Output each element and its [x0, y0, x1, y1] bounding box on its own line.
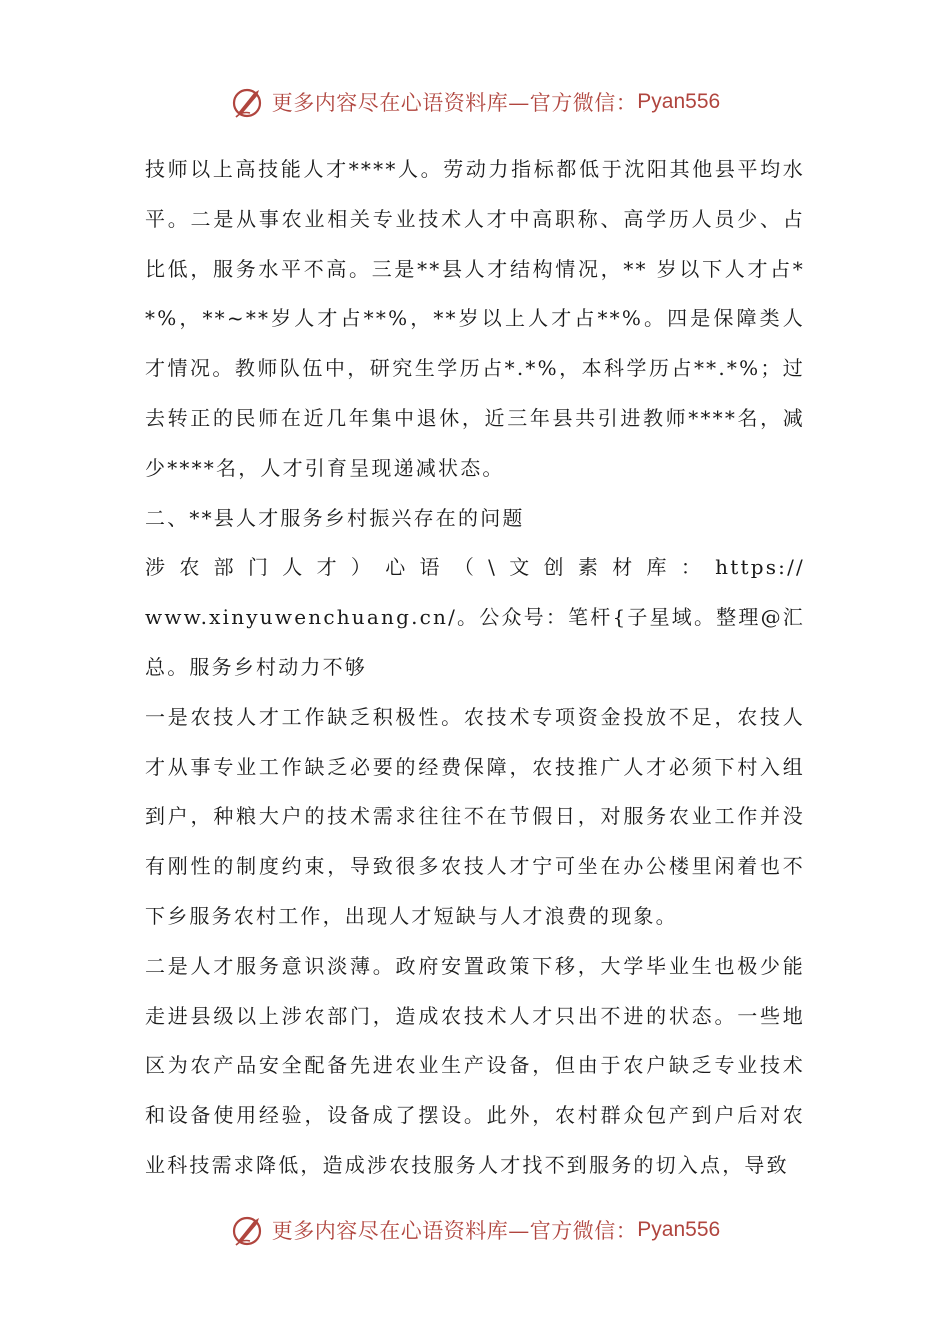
header-watermark [0, 80, 950, 124]
pen-logo-icon [230, 1212, 266, 1248]
pen-logo-icon [230, 84, 266, 120]
watermark-slogan: 更多内容尽在心语资料库—官方微信： [271, 1219, 638, 1243]
watermark-wechat-id: Pyan556 [637, 1218, 721, 1241]
footer-watermark [0, 1208, 950, 1252]
watermark-slogan: 更多内容尽在心语资料库—官方微信： [271, 91, 638, 115]
paragraph-source-line: 涉农部门人才）心语（\文创素材库：https:// [145, 555, 805, 580]
paragraph-source-continued: www.xinyuwenchuang.cn/。公众号：笔杆{子星域。整理@汇总。服务乡村动力不够 [145, 605, 805, 679]
paragraph-talent-stats: 技师以上高技能人才****人。劳动力指标都低于沈阳其他县平均水平。二是从事农业相关专业技术人才中高职称、高学历人员少、占比低，服务水平不高。三是**县人才结构情况，** 岁以下人才占**%，**~**岁人才占**%，**岁以上人才占**%。四是保障类人才情况。教师队伍中，研究生学历占*.*%，本科学历占**.*%；过去转正的民师在近几年集中退休，近三年县共引进教师****名，减少****名，人才引育呈现递减状态。 [145, 157, 805, 480]
watermark-wechat-id: Pyan556 [637, 90, 721, 113]
paragraph-point-one: 一是农技人才工作缺乏积极性。农技术专项资金投放不足，农技人才从事专业工作缺乏必要的经费保障，农技推广人才必须下村入组到户，种粮大户的技术需求往往不在节假日，对服务农业工作并没有刚性的制度约束，导致很多农技人才宁可坐在办公楼里闲着也不下乡服务农村工作，出现人才短缺与人才浪费的现象。 [145, 704, 805, 928]
section-heading-problems: 二、**县人才服务乡村振兴存在的问题 [145, 505, 525, 530]
document-body [145, 145, 805, 1191]
paragraph-point-two: 二是人才服务意识淡薄。政府安置政策下移，大学毕业生也极少能走进县级以上涉农部门，造成农技术人才只出不进的状态。一些地区为农产品安全配备先进农业生产设备，但由于农户缺乏专业技术和设备使用经验，设备成了摆设。此外，农村群众包产到户后对农业科技需求降低，造成涉农技服务人才找不到服务的切入点，导致 [145, 953, 805, 1177]
